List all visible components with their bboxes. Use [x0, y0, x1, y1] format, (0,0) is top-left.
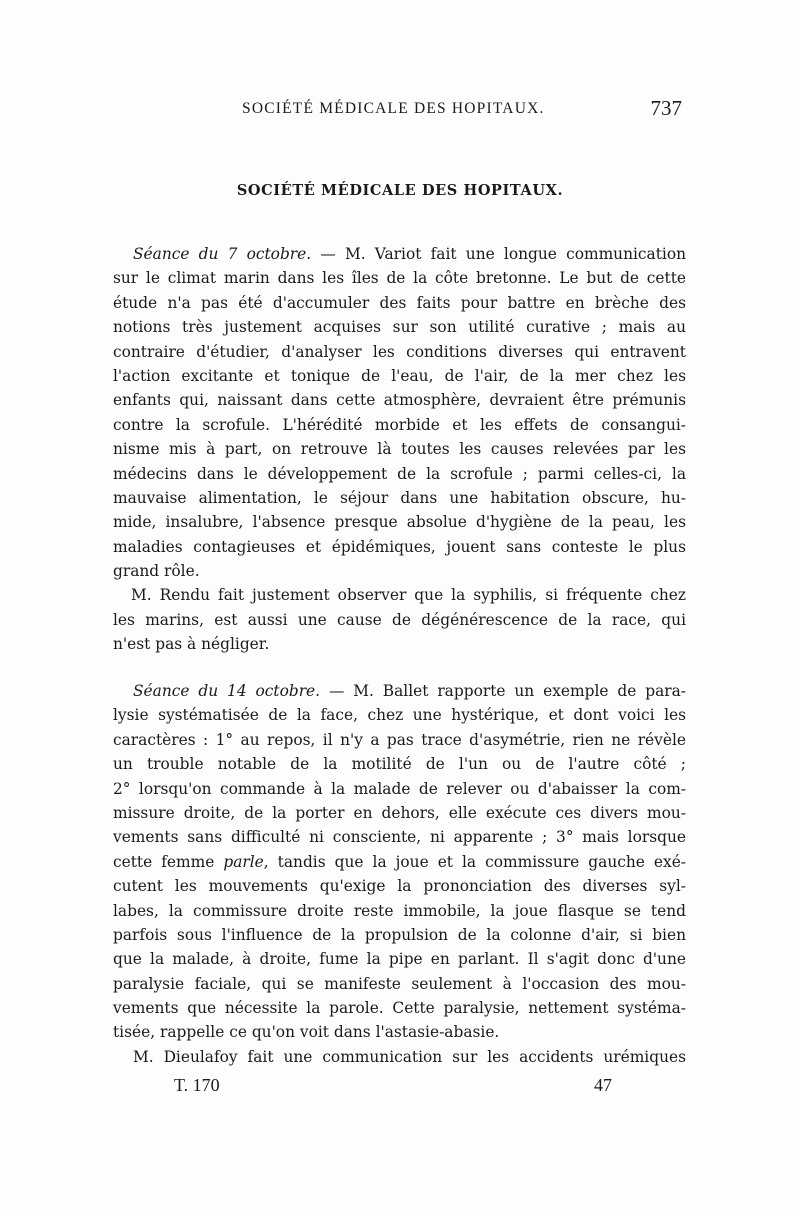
text-line: vements sans difficulté ni consciente, ni apparente ; 3° mais lorsque [113, 828, 686, 847]
emphasis-parle: parle [223, 852, 264, 871]
text-block-second [113, 679, 686, 1069]
text-line: cutent les mouvements qu'exige la prononciation des diverses syl- [113, 877, 686, 896]
text-line [113, 850, 686, 874]
text-line: l'action excitante et tonique de l'eau, de l'air, de la mer chez les [113, 366, 686, 385]
text-line-rest: — M. Ballet rapporte un exemple de para- [328, 682, 686, 700]
text-line: M. Dieulafoy fait une communication sur les accidents urémiques [133, 1047, 686, 1066]
seance-date-label: Séance du 7 octobre. [133, 245, 312, 263]
seance-date-label: Séance du 14 octobre. [133, 682, 321, 700]
text-line: un trouble notable de la motilité de l'un ou de l'autre côté ; [113, 755, 686, 774]
paragraph-seance-7-octobre [113, 242, 686, 583]
text-line: vements que nécessite la parole. Cette paralysie, nettement systéma- [113, 999, 686, 1018]
text-fragment: cette femme [113, 852, 224, 871]
running-title: SOCIÉTÉ MÉDICALE DES HOPITAUX. [242, 100, 545, 117]
text-line: 2° lorsqu'on commande à la malade de relever ou d'abaisser la com- [113, 779, 686, 798]
text-line: n'est pas à négliger. [113, 635, 270, 654]
text-line: tisée, rappelle ce qu'on voit dans l'astasie-abasie. [113, 1023, 500, 1042]
text-line: les marins, est aussi une cause de dégénérescence de la race, qui [113, 610, 686, 629]
text-line: labes, la commissure droite reste immobile, la joue flasque se tend [113, 901, 686, 920]
paragraph-rendu [113, 583, 686, 656]
page-number: 737 [650, 96, 682, 120]
text-line-rest: — M. Variot fait une longue communication [320, 245, 686, 263]
text-line: médecins dans le développement de la scrofule ; parmi celles-ci, la [113, 464, 686, 483]
text-line: parfois sous l'influence de la propulsion de la colonne d'air, si bien [113, 925, 686, 944]
text-line: M. Rendu fait justement observer que la syphilis, si fréquente chez [131, 586, 686, 605]
running-header [112, 96, 686, 122]
text-line: contraire d'étudier, d'analyser les conditions diverses qui entravent [113, 342, 686, 361]
text-line: grand rôle. [113, 562, 200, 581]
text-line: paralysie faciale, qui se manifeste seulement à l'occasion des mou- [113, 974, 686, 993]
text-line: maladies contagieuses et épidémiques, jouent sans conteste le plus [113, 537, 686, 556]
text-line: que la malade, à droite, fume la pipe en parlant. Il s'agit donc d'une [113, 950, 686, 969]
text-line: contre la scrofule. L'hérédité morbide et les effets de consangui- [113, 415, 686, 434]
paragraph-seance-14-octobre [113, 679, 686, 1045]
text-line [113, 679, 686, 703]
signature-sheet-number: 47 [594, 1075, 612, 1095]
signature-footer [0, 1075, 800, 1101]
text-line: mauvaise alimentation, le séjour dans une habitation obscure, hu- [113, 488, 686, 507]
text-line: lysie systématisée de la face, chez une hystérique, et dont voici les [113, 706, 686, 725]
section-title: SOCIÉTÉ MÉDICALE DES HOPITAUX. [236, 182, 564, 199]
paragraph-dieulafoy [113, 1045, 686, 1069]
text-line: nisme mis à part, on retrouve là toutes les causes relevées par les [113, 440, 686, 459]
text-line: mide, insalubre, l'absence presque absolue d'hygiène de la peau, les [113, 513, 686, 532]
signature-volume-mark: T. 170 [174, 1075, 220, 1095]
text-line: enfants qui, naissant dans cette atmosphère, devraient être prémunis [113, 391, 686, 410]
text-line: caractères : 1° au repos, il n'y a pas trace d'asymétrie, rien ne révèle [113, 730, 686, 749]
text-line: sur le climat marin dans les îles de la côte bretonne. Le but de cette [113, 269, 686, 288]
text-fragment: , tandis que la joue et la commissure gauche exé- [263, 852, 686, 871]
text-line: missure droite, de la porter en dehors, elle exécute ces divers mou- [113, 803, 686, 822]
text-line: étude n'a pas été d'accumuler des faits pour battre en brèche des [113, 293, 686, 312]
text-line [113, 242, 686, 266]
text-block-first [113, 242, 686, 657]
text-line: notions très justement acquises sur son utilité curative ; mais au [113, 318, 686, 337]
